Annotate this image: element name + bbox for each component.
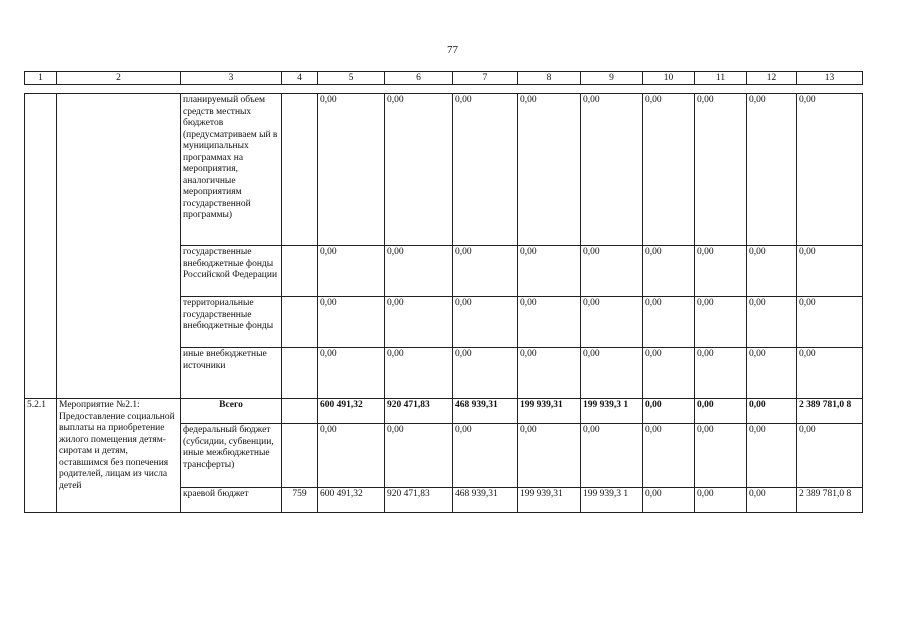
value-cell: 0,00 [385,246,453,297]
value-cell: 0,00 [518,94,581,246]
code-cell [282,297,318,348]
funding-source-cell: федеральный бюджет (субсидии, субвенции, иные межбюджетные трансферты) [181,424,282,488]
value-cell: 0,00 [797,246,863,297]
value-cell: 0,00 [385,94,453,246]
code-cell [282,94,318,246]
value-cell: 0,00 [453,424,518,488]
value-cell: 0,00 [695,348,747,399]
value-cell: 0,00 [385,424,453,488]
value-cell: 0,00 [318,348,385,399]
value-cell: 600 491,32 [318,488,385,513]
value-cell: 2 389 781,0 8 [797,399,863,424]
value-cell: 0,00 [581,94,643,246]
value-cell: 0,00 [695,94,747,246]
value-cell: 0,00 [747,246,797,297]
value-cell: 0,00 [453,246,518,297]
code-cell [282,246,318,297]
code-cell [282,399,318,424]
header-cell: 3 [181,72,282,85]
value-cell: 0,00 [643,348,695,399]
funding-source-cell: планируемый объем средств местных бюджетов (предусматриваем ый в муниципальных программах на мероприятия, аналогичные мероприятиям государственной программы) [181,94,282,246]
value-cell: 468 939,31 [453,488,518,513]
funding-source-cell: иные внебюджетные источники [181,348,282,399]
value-cell: 0,00 [518,424,581,488]
value-cell: 0,00 [385,297,453,348]
row-number-cell [25,94,57,399]
value-cell: 0,00 [453,297,518,348]
value-cell: 0,00 [747,399,797,424]
funding-source-cell: краевой бюджет [181,488,282,513]
value-cell: 920 471,83 [385,399,453,424]
value-cell: 0,00 [643,246,695,297]
value-cell: 0,00 [695,424,747,488]
value-cell: 0,00 [797,424,863,488]
value-cell: 0,00 [643,424,695,488]
header-cell: 13 [797,72,863,85]
value-cell: 0,00 [518,297,581,348]
value-cell: 0,00 [797,94,863,246]
value-cell: 0,00 [518,246,581,297]
table-row [25,399,863,424]
value-cell: 0,00 [453,348,518,399]
row-number-cell: 5.2.1 [25,399,57,513]
page-number: 77 [447,44,458,56]
column-number-header [24,71,863,85]
value-cell: 0,00 [453,94,518,246]
funding-source-cell: Всего [181,399,282,424]
value-cell: 0,00 [797,297,863,348]
funding-source-cell: государственные внебюджетные фонды Российской Федерации [181,246,282,297]
header-cell: 8 [518,72,581,85]
value-cell: 0,00 [318,424,385,488]
value-cell: 0,00 [318,94,385,246]
value-cell: 199 939,3 1 [581,399,643,424]
value-cell: 0,00 [695,399,747,424]
value-cell: 0,00 [643,297,695,348]
header-cell: 11 [695,72,747,85]
code-cell [282,348,318,399]
value-cell: 0,00 [581,297,643,348]
value-cell: 0,00 [797,348,863,399]
value-cell: 468 939,31 [453,399,518,424]
value-cell: 0,00 [747,488,797,513]
value-cell: 0,00 [747,424,797,488]
table-row [25,94,863,246]
value-cell: 0,00 [581,424,643,488]
code-cell [282,424,318,488]
value-cell: 0,00 [643,94,695,246]
measure-name-cell [57,94,181,399]
header-cell: 12 [747,72,797,85]
value-cell: 0,00 [695,246,747,297]
value-cell: 199 939,3 1 [581,488,643,513]
value-cell: 0,00 [318,246,385,297]
value-cell: 0,00 [318,297,385,348]
value-cell: 0,00 [747,297,797,348]
value-cell: 0,00 [695,297,747,348]
value-cell: 920 471,83 [385,488,453,513]
header-cell: 1 [25,72,57,85]
value-cell: 0,00 [747,348,797,399]
header-cell: 5 [318,72,385,85]
value-cell: 0,00 [581,246,643,297]
measure-name-cell: Мероприятие №2.1: Предоставление социальной выплаты на приобретение жилого помещения детям-сиротам и детям, оставшимся без попечения родителей, лицам из числа детей [57,399,181,513]
funding-source-cell: территориальные государственные внебюджетные фонды [181,297,282,348]
budget-table [24,93,863,513]
value-cell: 199 939,31 [518,488,581,513]
value-cell: 0,00 [643,488,695,513]
header-cell: 2 [57,72,181,85]
header-cell: 9 [581,72,643,85]
value-cell: 2 389 781,0 8 [797,488,863,513]
header-cell: 10 [643,72,695,85]
value-cell: 0,00 [385,348,453,399]
value-cell: 600 491,32 [318,399,385,424]
value-cell: 0,00 [581,348,643,399]
value-cell: 0,00 [695,488,747,513]
code-cell: 759 [282,488,318,513]
value-cell: 0,00 [518,348,581,399]
value-cell: 0,00 [747,94,797,246]
header-cell: 6 [385,72,453,85]
header-cell: 7 [453,72,518,85]
value-cell: 0,00 [643,399,695,424]
header-cell: 4 [282,72,318,85]
value-cell: 199 939,31 [518,399,581,424]
